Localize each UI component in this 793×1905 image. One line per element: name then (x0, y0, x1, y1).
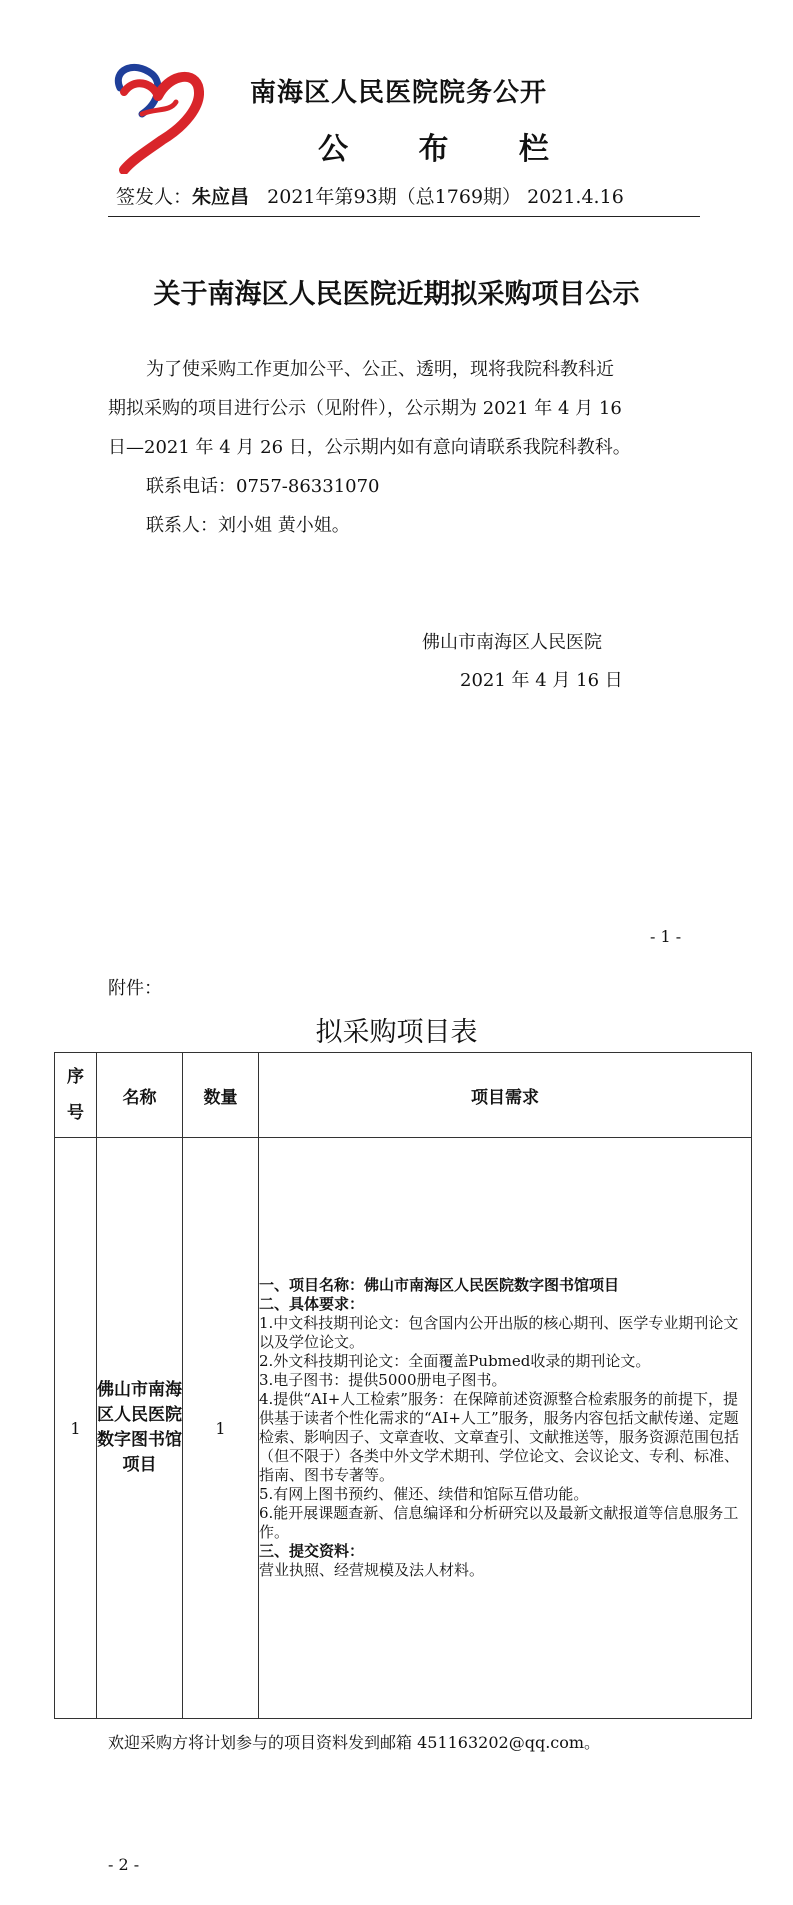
req-line: 3.电子图书：提供5000册电子图书。 (259, 1371, 507, 1389)
req-line: 一、项目名称：佛山市南海区人民医院数字图书馆项目 (259, 1276, 620, 1294)
notice-body (108, 350, 700, 545)
notice-line: 日—2021 年 4 月 26 日，公示期内如有意向请联系我院科教科。 (108, 437, 631, 458)
signature-org: 佛山市南海区人民医院 (422, 632, 602, 653)
table-title: 拟采购项目表 (315, 1017, 478, 1048)
notice-line: 为了使采购工作更加公平、公正、透明，现将我院科教科近 (146, 359, 614, 380)
issue-prefix: 签发人： (116, 186, 193, 208)
table-row (55, 1138, 752, 1719)
column-header-requirements: 项目需求 (259, 1053, 752, 1138)
page-number-1: - 1 - (650, 927, 682, 946)
cell-name: 佛山市南海区人民医院数字图书馆项目 (97, 1138, 183, 1719)
req-line: 营业执照、经营规模及法人材料。 (259, 1561, 485, 1579)
req-line: 三、提交资料： (259, 1542, 365, 1560)
email-footnote: 欢迎采购方将计划参与的项目资料发到邮箱 451163202@qq.com。 (108, 1733, 601, 1752)
column-header-qty: 数量 (183, 1053, 259, 1138)
req-line: 1.中文科技期刊论文：包含国内公开出版的核心期刊、医学专业期刊论文以及学位论文。 (259, 1314, 739, 1351)
cell-qty: 1 (183, 1138, 259, 1719)
signature-date: 2021 年 4 月 16 日 (460, 670, 623, 691)
attachment-label: 附件： (108, 978, 162, 999)
req-line: 二、具体要求： (259, 1295, 365, 1313)
procurement-table (54, 1052, 752, 1719)
page-number-2: - 2 - (108, 1855, 140, 1874)
issue-line (116, 182, 624, 209)
req-line: 6.能开展课题查新、信息编译和分析研究以及最新文献报道等信息服务工作。 (259, 1504, 739, 1541)
cell-seq: 1 (55, 1138, 97, 1719)
signer-name: 朱应昌 (192, 186, 250, 208)
req-line: 5.有网上图书预约、催还、续借和馆际互借功能。 (259, 1485, 589, 1503)
notice-title: 关于南海区人民医院近期拟采购项目公示 (153, 279, 640, 310)
notice-line: 期拟采购的项目进行公示（见附件），公示期为 2021 年 4 月 16 (108, 398, 622, 419)
hospital-heart-logo-icon (112, 62, 204, 174)
table-header-row (55, 1053, 752, 1138)
issue-info: 2021年第93期（总1769期） 2021.4.16 (267, 186, 624, 208)
cell-requirements (259, 1138, 752, 1719)
req-line: 4.提供“AI+人工检索”服务：在保障前述资源整合检索服务的前提下，提供基于读者个性化需求的“AI+人工”服务，服务内容包括文献传递、定题检索、影响因子、文章查收、文章查引、文献推送等，服务资源范围包括（但不限于）各类中外文学术期刊、学位论文、会议论文、专利、标准、指南、图书专著等。 (259, 1390, 740, 1484)
header-divider (108, 216, 700, 217)
contact-phone: 联系电话：0757-86331070 (146, 476, 380, 497)
column-header-name: 名称 (97, 1053, 183, 1138)
org-title: 南海区人民医院院务公开 (250, 78, 548, 108)
column-header-seq: 序号 (55, 1053, 97, 1138)
bulletin-subtitle: 公 布 栏 (318, 132, 579, 167)
req-line: 2.外文科技期刊论文：全面覆盖Pubmed收录的期刊论文。 (259, 1352, 651, 1370)
contact-person: 联系人：刘小姐 黄小姐。 (146, 515, 350, 536)
